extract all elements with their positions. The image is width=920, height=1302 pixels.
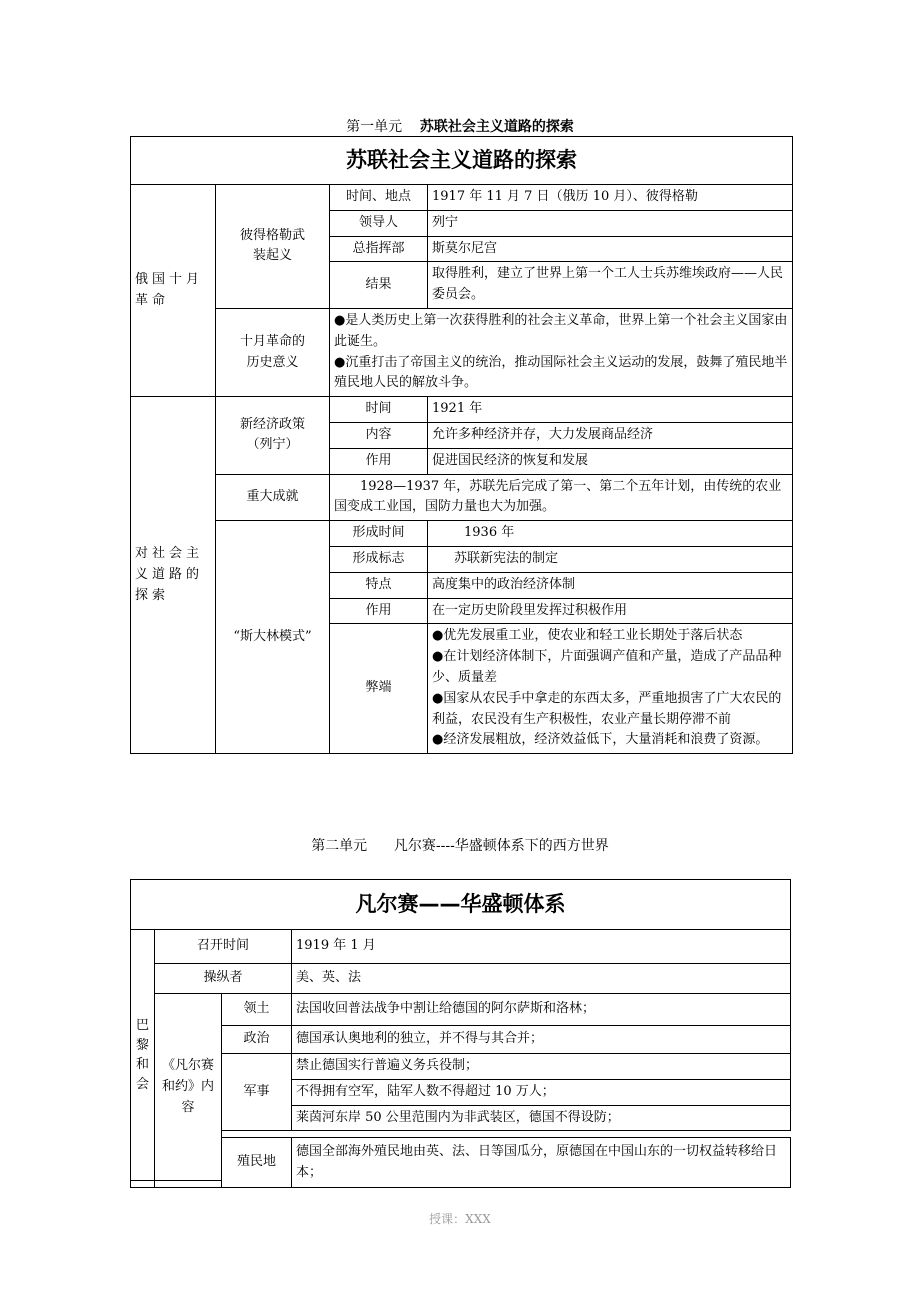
- uprising-val-0: 1917 年 11 月 7 日（俄历 10 月）、彼得格勒: [428, 185, 793, 211]
- stalin-val-1: 苏联新宪法的制定: [428, 546, 793, 572]
- stalin-key-0: 形成时间: [330, 521, 428, 547]
- politics-key: 政治: [222, 1026, 292, 1054]
- achieve-label: 重大成就: [216, 474, 330, 521]
- unit1-table-title: 苏联社会主义道路的探索: [131, 137, 793, 185]
- uprising-key-0: 时间、地点: [330, 185, 428, 211]
- treaty-label: 《凡尔赛和约》内容: [155, 994, 222, 1181]
- military-val-1: 不得拥有空军，陆军人数不得超过 10 万人；: [292, 1079, 791, 1105]
- drawbacks-cell: [428, 624, 793, 754]
- stalin-val-2: 高度集中的政治经济体制: [428, 572, 793, 598]
- conf-val-0: 1919 年 1 月: [292, 930, 791, 964]
- drawback-item: ●优先发展重工业，使农业和轻工业长期处于落后状态: [432, 628, 743, 644]
- conf-key-0: 召开时间: [155, 930, 292, 964]
- significance-label: 十月革命的历史意义: [216, 308, 330, 396]
- conf-val-1: 美、英、法: [292, 964, 791, 994]
- territory-val: 法国收回普法战争中割让给德国的阿尔萨斯和洛林；: [292, 994, 791, 1026]
- significance-item: ●沉重打击了帝国主义的统治，推动国际社会主义运动的发展，鼓舞了殖民地半殖民地人民的解放斗争。: [334, 354, 788, 391]
- achieve-text: 1928—1937 年，苏联先后完成了第一、第二个五年计划，由传统的农业国变成工业国，国防力量也大为加强。: [330, 474, 793, 521]
- nep-label: 新经济政策（列宁）: [216, 397, 330, 474]
- drawback-item: ●经济发展粗放，经济效益低下，大量消耗和浪费了资源。: [432, 732, 769, 748]
- significance-item: ●是人类历史上第一次获得胜利的社会主义革命，世界上第一个社会主义国家由此诞生。: [334, 312, 788, 349]
- footer: 授课：XXX: [429, 1212, 491, 1226]
- colony-key: 殖民地: [222, 1138, 292, 1188]
- nep-val-0: 1921 年: [428, 397, 793, 423]
- stalin-label: “斯大林模式”: [216, 521, 330, 754]
- colony-val: 德国全部海外殖民地由英、法、日等国瓜分，原德国在中国山东的一切权益转移给日本；: [292, 1138, 791, 1188]
- uprising-label: 彼得格勒武装起义: [216, 185, 330, 309]
- stalin-key-3: 作用: [330, 598, 428, 624]
- uprising-key-3: 结果: [330, 262, 428, 309]
- military-val-2: 莱茵河东岸 50 公里范围内为非武装区，德国不得设防；: [292, 1105, 791, 1131]
- uprising-val-1: 列宁: [428, 210, 793, 236]
- nep-key-2: 作用: [330, 448, 428, 474]
- unit1-table: [130, 136, 793, 754]
- conf-label: 巴黎和会: [131, 930, 155, 1181]
- s1-label: 俄国十月革命: [131, 185, 216, 397]
- stalin-key-2: 特点: [330, 572, 428, 598]
- military-val-0: 禁止德国实行普遍义务兵役制；: [292, 1054, 791, 1080]
- unit2-heading: 第二单元 凡尔赛----华盛顿体系下的西方世界: [311, 838, 609, 854]
- stalin-val-0: 1936 年: [428, 521, 793, 547]
- s2-label: 对社会主义道路的探索: [131, 397, 216, 754]
- uprising-key-1: 领导人: [330, 210, 428, 236]
- nep-val-2: 促进国民经济的恢复和发展: [428, 448, 793, 474]
- conf-key-1: 操纵者: [155, 964, 292, 994]
- nep-key-0: 时间: [330, 397, 428, 423]
- stalin-val-3: 在一定历史阶段里发挥过积极作用: [428, 598, 793, 624]
- uprising-val-3: 取得胜利，建立了世界上第一个工人士兵苏维埃政府——人民委员会。: [428, 262, 793, 309]
- uprising-key-2: 总指挥部: [330, 236, 428, 262]
- significance-cell: [330, 308, 793, 396]
- nep-key-1: 内容: [330, 422, 428, 448]
- drawback-item: ●国家从农民手中拿走的东西太多，严重地损害了广大农民的利益，农民没有生产积极性，农业产量长期停滞不前: [432, 690, 782, 727]
- unit1-heading: 第一单元 苏联社会主义道路的探索: [346, 119, 574, 135]
- unit2-table-title: 凡尔赛——华盛顿体系: [131, 880, 791, 930]
- uprising-val-2: 斯莫尔尼宫: [428, 236, 793, 262]
- drawbacks-label: 弊端: [330, 624, 428, 754]
- military-key: 军事: [222, 1054, 292, 1131]
- drawback-item: ●在计划经济体制下，片面强调产值和产量，造成了产品品种少、质量差: [432, 649, 782, 685]
- nep-val-1: 允许多种经济并存，大力发展商品经济: [428, 422, 793, 448]
- territory-key: 领土: [222, 994, 292, 1026]
- stalin-key-1: 形成标志: [330, 546, 428, 572]
- unit2-colony-table: [130, 1137, 791, 1188]
- politics-val: 德国承认奥地利的独立，并不得与其合并；: [292, 1026, 791, 1054]
